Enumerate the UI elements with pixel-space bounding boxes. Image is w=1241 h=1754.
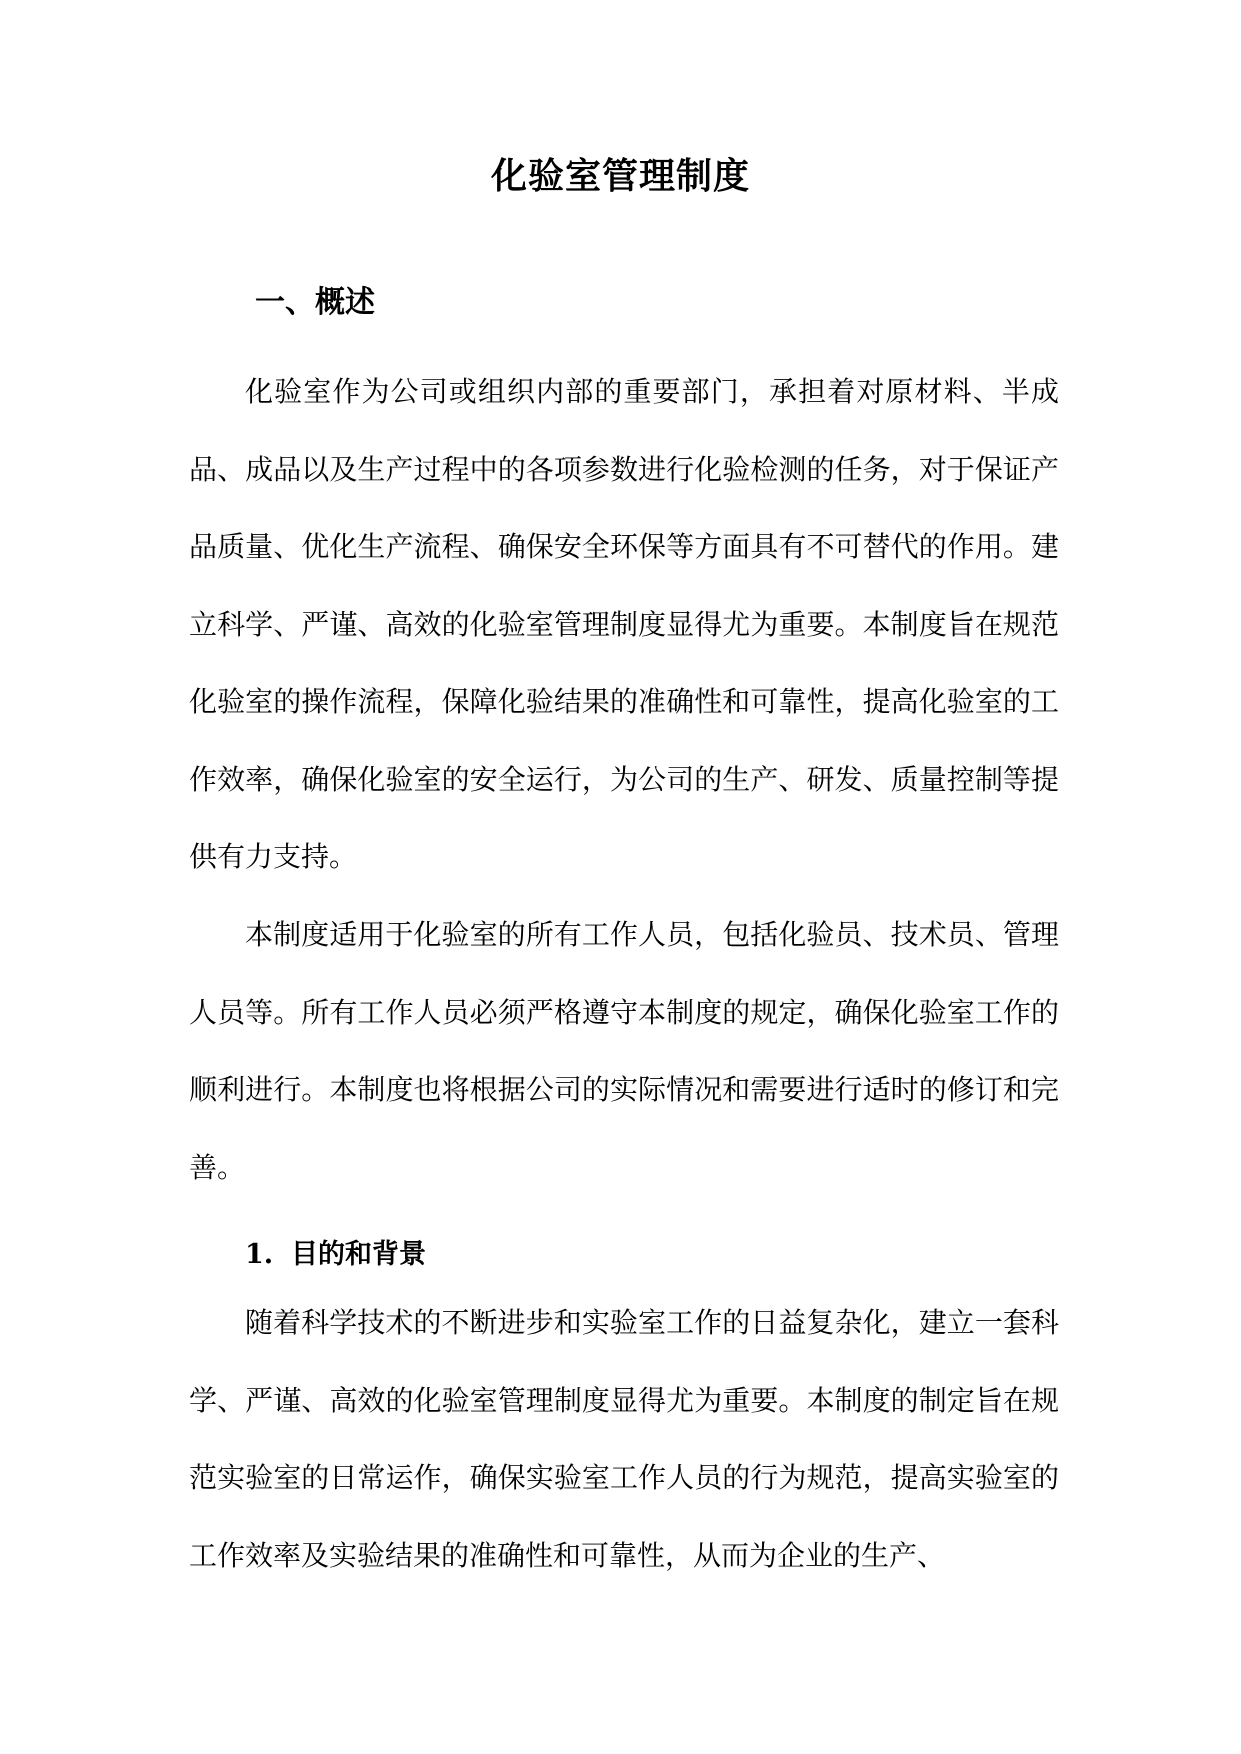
overview-paragraph-1: 化验室作为公司或组织内部的重要部门，承担着对原材料、半成品、成品以及生产过程中的各项参数进行化验检测的任务，对于保证产品质量、优化生产流程、确保安全环保等方面具有不可替代的作用。建立科学、严谨、高效的化验室管理制度显得尤为重要。本制度旨在规范化验室的操作流程，保障化验结果的准确性和可靠性，提高化验室的工作效率，确保化验室的安全运行，为公司的生产、研发、质量控制等提供有力支持。 <box>189 375 1059 873</box>
subsection-title: 目的和背景 <box>291 1239 426 1270</box>
purpose-paragraph-1: 随着科学技术的不断进步和实验室工作的日益复杂化，建立一套科学、严谨、高效的化验室管理制度显得尤为重要。本制度的制定旨在规范实验室的日常运作，确保实验室工作人员的行为规范，提高实验室的工作效率及实验结果的准确性和可靠性，从而为企业的生产、 <box>189 1306 1059 1572</box>
overview-paragraph-2: 本制度适用于化验室的所有工作人员，包括化验员、技术员、管理人员等。所有工作人员必须严格遵守本制度的规定，确保化验室工作的顺利进行。本制度也将根据公司的实际情况和需要进行适时的修订和完善。 <box>189 918 1059 1184</box>
subsection-heading-purpose <box>245 1232 426 1278</box>
section-heading-overview: 一、概述 <box>255 285 375 320</box>
document-title: 化验室管理制度 <box>490 155 750 197</box>
subsection-number: 1. <box>245 1239 274 1270</box>
